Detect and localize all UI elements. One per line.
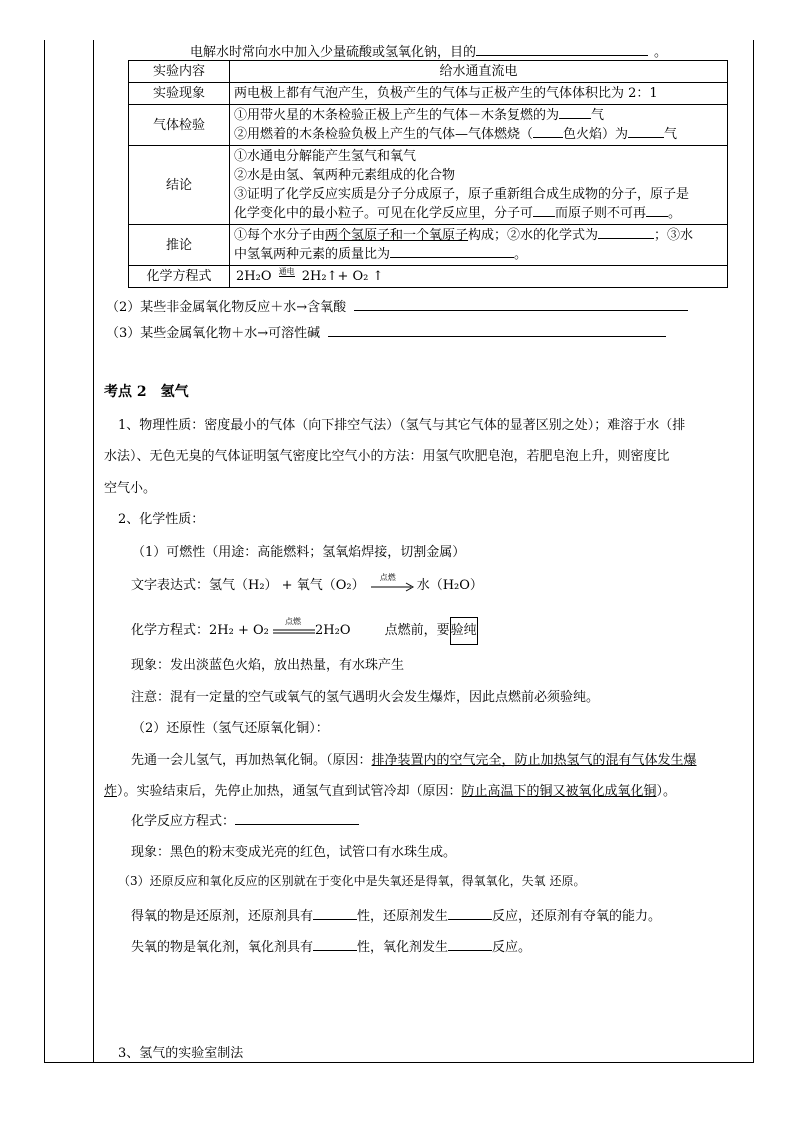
reductant-line: 得氧的物是还原剂，还原剂具有 性，还原剂发生 反应，还原剂有夺氧的能力。 <box>131 909 662 924</box>
blank-field[interactable] <box>448 918 492 920</box>
blank-field[interactable] <box>646 215 668 217</box>
blank-field[interactable] <box>559 117 591 119</box>
chemical-equation: 化学方程式：2H₂ + O₂ 点燃 2H₂O 点燃前，要验纯 <box>131 617 478 645</box>
verify-box: 验纯 <box>450 617 478 645</box>
blank-field[interactable] <box>598 237 654 239</box>
blank-field[interactable] <box>533 215 555 217</box>
reaction-equals: 点燃 <box>273 624 315 638</box>
blank-field[interactable] <box>390 256 514 258</box>
oxidant-line: 失氧的物是氧化剂，氧化剂具有 性，氧化剂发生 反应。 <box>131 940 532 955</box>
blank-field[interactable] <box>448 949 492 951</box>
section-title: 考点 2 氢气 <box>104 384 189 400</box>
top-line: 电解水时常向水中加入少量硫酸或氢氧化钠，目的 。 <box>190 45 668 60</box>
blank-purpose[interactable] <box>476 54 648 56</box>
table-row: 化学方程式 2H₂O 通电 2H₂↑+ O₂ ↑ <box>129 266 728 288</box>
margin-line <box>93 40 94 1062</box>
table-row: 气体检验 ①用带火星的木条检验正极上产生的气体－木条复燃的为 气 ②用燃着的木条检验负极上产生的气体—气体燃烧（ 色火焰）为 气 <box>129 105 728 146</box>
blank-field[interactable] <box>354 309 688 311</box>
reaction-arrow: 点燃 <box>371 579 415 593</box>
blank-field[interactable] <box>533 136 563 138</box>
equals-icon <box>273 624 315 638</box>
arrow-icon <box>371 579 415 593</box>
blank-field[interactable] <box>313 949 357 951</box>
item-3: （3）某些金属氧化物＋水→可溶性碱 <box>106 322 666 341</box>
table-row: 实验内容 给水通直流电 <box>129 61 728 83</box>
blank-field[interactable] <box>313 918 357 920</box>
reduction-steps-2: 炸）。实验结束后，先停止加热，通氢气直到试管冷却（原因：防止高温下的铜又被氧化成氧化铜）。 <box>104 784 677 799</box>
reaction-equation-line: 化学反应方程式： <box>131 810 359 829</box>
reduction-steps-1: 先通一会儿氢气，再加热氧化铜。（原因：排净装置内的空气完全，防止加热氢气的混有气体发生爆 <box>131 753 697 768</box>
table-row: 结论 ①水通电分解能产生氢气和氧气 ②水是由氢、氧两种元素组成的化合物 ③证明了化学反应实质是分子分成原子，原子重新组合成生成物的分子，原子是 化学变化中的最小粒子。可见在化学反应里，分子可 而原子则不可再 。 <box>129 146 728 225</box>
table-row: 推论 ①每个水分子由两个氢原子和一个氧原子构成；②水的化学式为 ；③水 中氢氧两种元素的质量比为 。 <box>129 225 728 266</box>
blank-field[interactable] <box>628 136 664 138</box>
table-row: 实验现象 两电极上都有气泡产生，负极产生的气体与正极产生的气体体积比为 2：1 <box>129 83 728 105</box>
blank-field[interactable] <box>235 823 359 825</box>
word-equation: 文字表达式：氢气（H₂） + 氧气（O₂） 点燃 水（H₂O） <box>131 572 483 593</box>
blank-field[interactable] <box>328 335 666 337</box>
item-2: （2）某些非金属氧化物反应＋水→含氧酸 <box>106 296 688 315</box>
electrolysis-table <box>128 60 728 288</box>
